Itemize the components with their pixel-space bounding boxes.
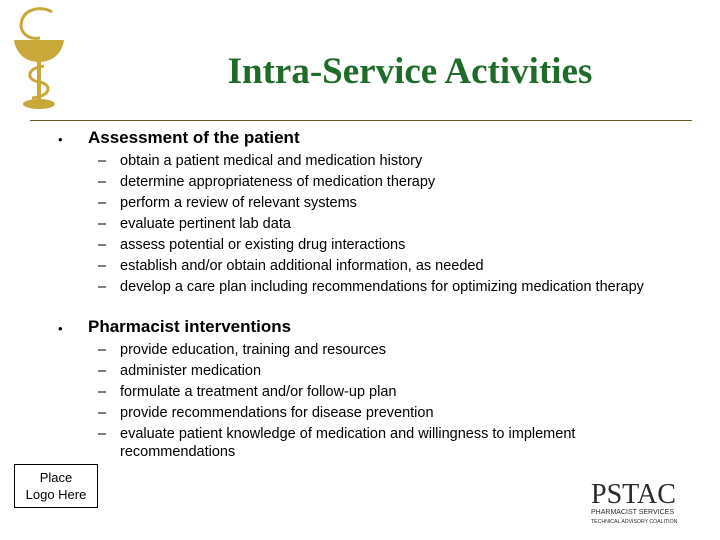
list-item-text: administer medication	[120, 363, 262, 379]
dash-icon: –	[98, 258, 107, 274]
dash-icon: –	[98, 426, 107, 442]
dash-icon: –	[98, 405, 107, 421]
logo-placeholder	[14, 464, 98, 508]
list-item-text: perform a review of relevant systems	[120, 195, 357, 211]
dash-icon: –	[98, 195, 107, 211]
list-item	[98, 215, 658, 233]
list-item-text: provide education, training and resources	[120, 342, 386, 358]
dash-icon: –	[98, 153, 107, 169]
logo-placeholder-line1: Place	[39, 470, 73, 485]
dash-icon: –	[98, 279, 107, 295]
section-heading: Pharmacist interventions	[88, 317, 292, 336]
section-heading: Assessment of the patient	[88, 128, 300, 147]
bullet-icon: •	[58, 132, 63, 147]
dash-icon: –	[98, 384, 107, 400]
pstac-logo	[588, 478, 698, 526]
list-item	[98, 383, 658, 401]
list-item-text: obtain a patient medical and medication history	[120, 153, 423, 169]
title-divider	[30, 120, 692, 121]
list-item-text: establish and/or obtain additional information, as needed	[120, 258, 484, 274]
list-item-text: formulate a treatment and/or follow-up plan	[120, 384, 397, 400]
list-item	[98, 194, 658, 212]
dash-icon: –	[98, 237, 107, 253]
list-item	[98, 236, 658, 254]
list-item	[98, 173, 658, 191]
list-item-text: evaluate patient knowledge of medication and willingness to implement recommendations	[120, 426, 576, 460]
list-item	[98, 152, 658, 170]
list-item-text: develop a care plan including recommendations for optimizing medication therapy	[120, 279, 644, 295]
list-item	[98, 278, 658, 296]
pstac-logo-line2: TECHNICAL ADVISORY COALITION	[591, 519, 678, 525]
list-item-text: evaluate pertinent lab data	[120, 216, 291, 232]
list-item	[98, 257, 658, 275]
item-list	[98, 152, 658, 299]
pstac-logo-line1: PHARMACIST SERVICES	[591, 509, 674, 516]
dash-icon: –	[98, 342, 107, 358]
list-item-text: assess potential or existing drug interactions	[120, 237, 406, 253]
slide-title: Intra-Service Activities	[227, 51, 593, 92]
list-item	[98, 341, 658, 359]
logo-placeholder-line2: Logo Here	[25, 487, 87, 502]
bullet-icon: •	[58, 321, 63, 336]
dash-icon: –	[98, 174, 107, 190]
apothecary-emblem-icon	[8, 4, 70, 114]
item-list	[98, 341, 658, 464]
dash-icon: –	[98, 363, 107, 379]
list-item	[98, 362, 658, 380]
dash-icon: –	[98, 216, 107, 232]
pstac-logo-name: PSTAC	[591, 479, 676, 510]
list-item	[98, 404, 658, 422]
list-item-text: provide recommendations for disease prevention	[120, 405, 434, 421]
list-item	[98, 425, 658, 461]
list-item-text: determine appropriateness of medication therapy	[120, 174, 436, 190]
